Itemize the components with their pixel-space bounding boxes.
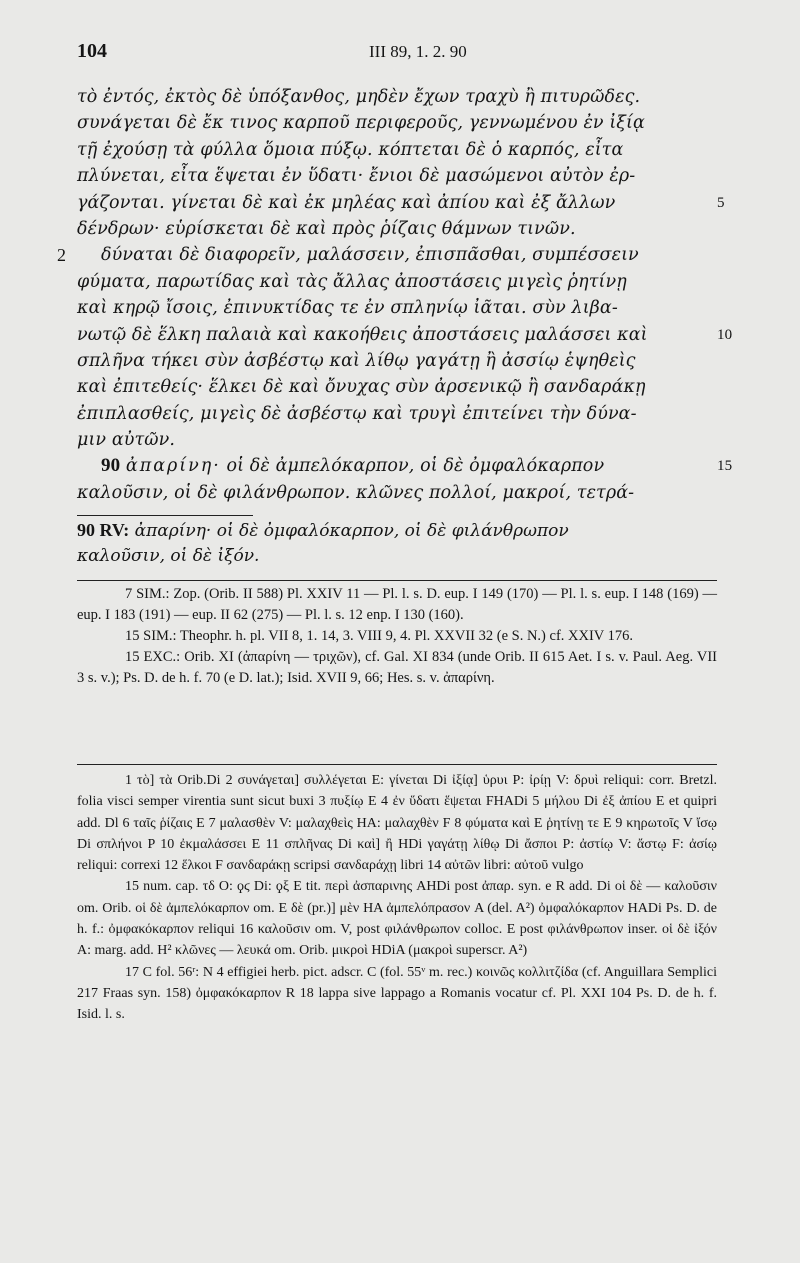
text-line: [77, 84, 707, 110]
chapter-number: 90: [101, 455, 121, 477]
line-text: οἱ δὲ ἀμπελόκαρπον, οἱ δὲ ὀμφαλόκαρπον: [220, 456, 605, 477]
line-text: καὶ ἐπιτεθείς· ἕλκει δὲ καὶ ὄνυχας σὺν ἀρσενικῷ ἢ σανδαράκῃ: [77, 377, 646, 398]
text-line: [77, 427, 707, 453]
line-text: γάζονται. γίνεται δὲ καὶ ἐκ μηλέας καὶ ἀπίου καὶ ἐξ ἄλλων: [77, 192, 616, 213]
text-line: [77, 374, 707, 400]
text-line: [77, 348, 707, 374]
line-text: φύματα, παρωτίδας καὶ τὰς ἄλλας ἀποστάσεις μιγεὶς ῥητίνῃ: [77, 271, 627, 292]
apparatus-divider: [77, 764, 717, 765]
line-text: μιν αὐτῶν.: [77, 430, 176, 451]
main-greek-text: [57, 84, 733, 506]
similia-notes: [77, 584, 717, 689]
line-text: τὸ ἐντός, ἐκτὸς δὲ ὑπόξανθος, μηδὲν ἔχων τραχὺ ἢ πιτυρῶδες.: [77, 87, 641, 107]
page-header: [77, 40, 760, 66]
rv-line-2: καλοῦσιν, οἱ δὲ ἰξόν.: [77, 546, 260, 566]
text-line: [77, 137, 707, 163]
note-paragraph: 7 SIM.: Zop. (Orib. II 588) Pl. XXIV 11 — Pl. l. s. D. eup. I 149 (170) — Pl. l. s. eup. I 148 (169) — eup. I 183 (191) — eup. II 62 (275) — Pl. l. s. 12 enp. I 130 (160).: [77, 586, 717, 623]
text-line: καλοῦσιν, οἱ δὲ φιλάνθρωπον. κλῶνες πολλοί, μακροί, τετρά-: [77, 482, 635, 503]
line-text: τῇ ἐχούσῃ τὰ φύλλα ὅμοια πύξῳ. κόπτεται δὲ ὁ καρπός, εἶτα: [77, 139, 624, 160]
text-line: [77, 163, 707, 189]
line-text: δύναται δὲ διαφορεῖν, μαλάσσειν, ἐπισπᾶσθαι, συμπέσσειν: [101, 245, 639, 266]
line-text: πλύνεται, εἶτα ἕψεται ἐν ὕδατι· ἔνιοι δὲ μασώμενοι αὐτὸν ἐρ-: [77, 166, 636, 187]
apparatus-paragraph: 15 num. cap. τδ O: ϙϛ Di: ϙξ E tit. περὶ ἀσπαρινης AHDi post ἀπαρ. syn. e R add. Di οἱ δὲ — καλοῦσιν om. Orib. οἱ δὲ ἀμπελόκαρπον om. E δὲ (pr.)] μὲν HA ἀμπελόπρασον A (del. A²) ὀμφαλόκαρπον HADi Ps. D. de h. f.: ὀμφακόκαρπον reliqui 16 καλοῦσιν om. V, post φιλάνθρωπον colloc. E post φιλάνθρωπον inser. οἱ δὲ ἰξόν A: marg. add. H² κλῶνες — λευκά om. Orib. μικροὶ HDiA (μακροὶ superscr. A²): [77, 879, 717, 959]
text-line: [77, 216, 707, 242]
rv-label: 90 RV:: [77, 520, 130, 540]
note-paragraph: 15 SIM.: Theophr. h. pl. VII 8, 1. 14, 3. VIII 9, 4. Pl. XXVII 32 (e S. N.) cf. XXIV 176.: [125, 628, 634, 644]
short-divider: [77, 515, 253, 516]
line-text: καὶ κηρῷ ἴσοις, ἐπινυκτίδας τε ἐν σπληνίῳ ἰᾶται. σὺν λιβα-: [77, 298, 618, 319]
text-line: [77, 322, 733, 348]
note-paragraph: 15 EXC.: Orib. XI (ἀπαρίνη — τριχῶν), cf. Gal. XI 834 (unde Orib. II 615 Aet. I s. v. Paul. Aeg. VII 3 s. v.); Ps. D. de h. f. 70 (e D. lat.); Isid. XVII 9, 66; Hes. s. v. ἀπαρίνη.: [77, 649, 717, 686]
critical-apparatus: [77, 770, 717, 1026]
apparatus-paragraph: 17 C fol. 56ʳ: N 4 effigiei herb. pict. adscr. C (fol. 55ᵛ m. rec.) κοινῶς κολλιτζίδα (cf. Anguillara Semplici 217 Fraas syn. 158) ὀμφακόκαρπον R 18 lappa sive lappago a Romanis vocatur cf. Pl. XXI 104 Ps. D. de h. f. Isid. l. s.: [77, 964, 717, 1023]
line-text: σπλῆνα τήκει σὺν ἀσβέστῳ καὶ λίθῳ γαγάτῃ ἢ ἀσσίῳ ἑψηθεὶς: [77, 350, 636, 371]
line-number: 10: [717, 326, 733, 343]
text-line: [77, 190, 725, 216]
page-number: 104: [77, 40, 107, 62]
text-line: [57, 242, 707, 268]
rv-text-1: ἀπαρίνη· οἱ δὲ ὀμφαλόκαρπον, οἱ δὲ φιλάνθρωπον: [129, 521, 569, 541]
text-line: [77, 295, 707, 321]
line-text: νωτῷ δὲ ἕλκη παλαιὰ καὶ κακοήθεις ἀποστάσεις μαλάσσει καὶ: [77, 324, 648, 345]
apparatus-paragraph: 1 τὸ] τὰ Orib.Di 2 συνάγεται] συλλέγεται E: γίνεται Di ἰξίᾳ] ὑρυι P: ἰρίῃ V: δρυὶ reliqui: corr. Bretzl. folia visci semper virentia sunt sicut buxi 3 πυξίῳ E 4 ἐν ὕδατι ἕψεται FHADi 5 μήλου Di ἐξ ἀπίου E et quipri add. Dl 6 ταῖς ῥίζαις E 7 μαλασθὲν V: μαλαχθεὶς HA: μαλαχθὲν F 8 φύματα καὶ E ῥητίνῃ τε E 9 κηρωτοῖς V ἴσῳ Di σπλήνοι P 10 ἐκμαλάσσει E 11 σπλῆνας Di καὶ] ἢ HDi γαγάτῃ λίθῳ Di ἄσποι P: ἀστίῳ V: ἄστῳ F: ἀσίῳ reliqui: correxi 12 ἕλκοι F σανδαράκῃ scripsi σανδαράχῃ libri 14 αὐτῶν libri: αὐτοῦ vulgo: [77, 773, 717, 874]
text-line: [77, 110, 707, 136]
line-number: 5: [717, 194, 725, 211]
chapter-90-line: [77, 453, 733, 479]
rv-variant-block: [77, 518, 717, 569]
running-head: III 89, 1. 2. 90: [369, 42, 467, 61]
chapter-title: ἀπαρίνη·: [125, 456, 221, 477]
text-line: [77, 401, 707, 427]
line-text: δένδρων· εὑρίσκεται δὲ καὶ πρὸς ῥίζαις θάμνων τινῶν.: [77, 218, 576, 239]
notes-divider: [77, 580, 717, 581]
line-number: 15: [717, 458, 733, 475]
text-line: [77, 269, 707, 295]
line-text: συνάγεται δὲ ἔκ τινος καρποῦ περιφεροῦς, γεννωμένου ἐν ἰξίᾳ: [77, 113, 645, 134]
line-text: ἐπιπλασθείς, μιγεὶς δὲ ἀσβέστῳ καὶ τρυγὶ ἐπιτείνει τὴν δύνα-: [77, 403, 637, 424]
rv-line-1: [77, 518, 717, 544]
section-marker: 2: [57, 245, 67, 266]
